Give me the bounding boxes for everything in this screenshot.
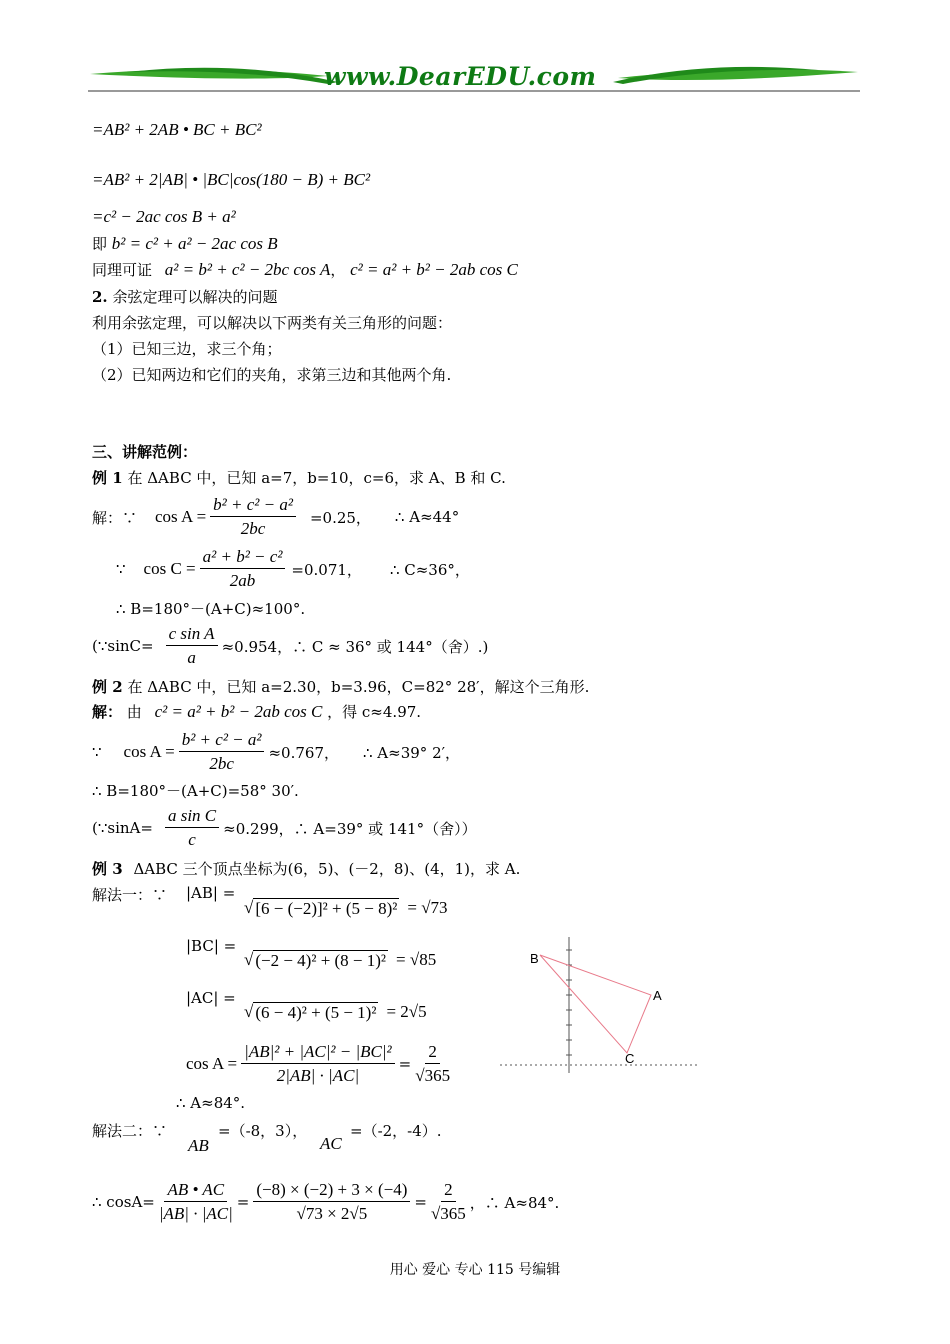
example-3-cosA-result-denominator: √365 (415, 1066, 451, 1085)
section-2-title-text: 余弦定理可以解决的问题 (112, 288, 278, 306)
example-3-BC-value: = √85 (396, 950, 437, 969)
example-3-final-denominator-3: √365 (430, 1204, 466, 1223)
example-3-final-result: ，∴ A≈84°. (469, 1193, 560, 1212)
section-2-number: 2. (92, 288, 108, 306)
section-2-item-2: （2）已知两边和它们的夹角，求第三边和其他两个角. (92, 366, 452, 384)
vertex-C-label: C (625, 1051, 635, 1066)
example-3-cosA-numerator: |AB|² + |AC|² − |BC|² (241, 1042, 395, 1064)
example-1-cosC-prefix: ∵ (116, 560, 126, 578)
example-1-cosC-result: ∴ C≈36°， (389, 560, 470, 579)
example-2-cosA-numerator: b² + c² − a² (179, 730, 265, 752)
example-2-cosA-fraction (179, 730, 265, 774)
example-2-B-line: ∴ B=180°－(A+C)=58° 30′. (92, 782, 299, 800)
example-1-cosC-denominator: 2ab (229, 571, 256, 590)
example-1-cosA-value: =0.25， (309, 508, 371, 527)
section-2-item-1: （1）已知三边，求三个角； (92, 340, 282, 358)
page-footer: 用心 爱心 专心 115 号编辑 (389, 1262, 561, 1278)
example-3-AC-radicand: (6 − 4)² + (5 − 1)² (255, 1003, 377, 1022)
example-3-final-numerator-3: 2 (441, 1180, 456, 1202)
example-2-label: 例 2 (92, 678, 123, 696)
example-3-vector-AC: AC (320, 1134, 342, 1153)
example-2-cosA-result: ∴ A≈39° 2′， (363, 743, 461, 762)
example-3-method-2-prefix: 解法二：∵ (92, 1122, 168, 1140)
example-2-statement (92, 676, 589, 697)
derivation-line-3: =c² − 2ac cos B + a² (92, 207, 236, 226)
example-3-BC-label: |BC| = (186, 937, 237, 955)
example-1-sin-line (92, 624, 488, 668)
derivation-line-2: =AB² + 2|AB| • |BC|cos(180 − B) + BC² (92, 170, 371, 189)
example-3-final-numerator-1: AB • AC (164, 1180, 227, 1202)
example-1-cosC-label: cos C = (143, 559, 196, 578)
example-1-cosA-numerator: b² + c² − a² (210, 495, 296, 517)
derivation-line-4 (92, 233, 278, 254)
example-3-final-fraction-2 (253, 1180, 410, 1224)
example-1-cosC-line (116, 547, 470, 591)
example-1-B-line: ∴ B=180°－(A+C)≈100°. (116, 600, 306, 618)
example-1-text: 在 ΔABC 中，已知 a=7，b=10，c=6，求 A、B 和 C. (127, 469, 506, 487)
example-3-cosA-denominator: 2|AB| · |AC| (276, 1066, 360, 1085)
example-3-method-1-result: ∴ A≈84°. (176, 1094, 246, 1112)
example-1-sin-denominator: a (187, 648, 196, 667)
example-3-AB-radicand: [6 − (−2)]² + (5 − 8)² (255, 899, 398, 918)
example-1-cosA-result: ∴ A≈44° (394, 508, 460, 526)
example-2-solution-text-1: 由 (126, 703, 142, 721)
example-3-cosA-fraction (241, 1042, 395, 1086)
derivation-line-5-prefix: 同理可证 (92, 261, 153, 279)
example-3-AC-label: |AC| = (186, 989, 236, 1007)
example-3-cosA-equals: = (398, 1055, 412, 1073)
example-2-cosA-label: cos A = (123, 742, 175, 761)
example-3-method-1-prefix: 解法一：∵ (92, 886, 168, 904)
section-2-title (92, 286, 277, 307)
example-3-final-denominator-1: |AB| · |AC| (158, 1204, 233, 1223)
section-3-title: 三、讲解范例： (92, 443, 198, 461)
example-2-solution-formula: c² = a² + b² − 2ab cos C (154, 702, 323, 721)
triangle-coordinate-diagram (500, 935, 700, 1075)
example-1-cosA-denominator: 2bc (240, 519, 266, 538)
example-2-solution-line (92, 701, 421, 722)
site-logo-text: www.DearEDU.com (324, 62, 597, 91)
example-3-cosA-line (186, 1042, 454, 1086)
example-1-sin-numerator: c sin A (166, 624, 218, 646)
example-2-sin-value: ≈0.299，∴ A=39° 或 141°（舍）） (223, 819, 477, 838)
example-2-sin-line (92, 806, 477, 850)
example-2-solution-label: 解： (92, 703, 123, 721)
example-3-statement (92, 858, 520, 879)
example-3-vector-AB: AB (188, 1136, 209, 1155)
derivation-line-5-formula-c: c² = a² + b² − 2ab cos C (350, 260, 518, 279)
example-1-cosA-fraction (210, 495, 296, 539)
example-2-text: 在 ΔABC 中，已知 a=2.30，b=3.96，C=82° 28′，解这个三角形. (127, 678, 590, 696)
derivation-line-4-formula: b² = c² + a² − 2ac cos B (111, 234, 278, 253)
example-3-AC-expression: √ (6 − 4)² + (5 − 1)² = 2√5 (244, 1002, 427, 1022)
derivation-line-1: =AB² + 2AB • BC + BC² (92, 120, 262, 139)
example-1-cosC-fraction (200, 547, 286, 591)
example-2-sin-fraction (165, 806, 219, 850)
example-3-AB-expression: √ [6 − (−2)]² + (5 − 8)² = √73 (244, 898, 448, 918)
example-3-cosA-label: cos A = (186, 1054, 238, 1073)
header-banner (88, 62, 860, 94)
example-1-cosC-numerator: a² + b² − c² (200, 547, 286, 569)
example-3-final-fraction-1 (159, 1180, 233, 1224)
example-2-solution-text-2: ，得 c≈4.97. (327, 703, 422, 721)
vertex-A-label: A (653, 988, 662, 1003)
example-1-statement (92, 467, 506, 488)
example-2-sin-prefix: (∵sinA= (92, 819, 153, 837)
example-3-cosA-result-fraction (415, 1042, 450, 1086)
example-1-cosC-value: =0.071， (291, 560, 362, 579)
example-2-cosA-value: ≈0.767， (268, 743, 339, 762)
example-3-label: 例 3 (92, 860, 123, 878)
example-3-final-prefix: ∴ cosA= (92, 1193, 155, 1211)
triangle-ABC (540, 955, 651, 1053)
example-1-cosA-label: cos A = (155, 507, 207, 526)
example-2-cosA-prefix: ∵ (92, 743, 102, 761)
example-3-final-fraction-3 (431, 1180, 466, 1224)
example-3-AB-label: |AB| = (186, 884, 236, 902)
example-1-solution-prefix: 解：∵ (92, 508, 138, 527)
example-3-BC-expression: √ (−2 − 4)² + (8 − 1)² = √85 (244, 950, 437, 970)
example-3-text: ΔABC 三个顶点坐标为(6，5)、(－2，8)、(4，1)，求 A. (133, 860, 521, 878)
derivation-line-4-prefix: 即 (92, 235, 108, 253)
example-3-method-2-final-line: ∴ cosA= $\frac{AB • AC}{|AB| \cdot |AC|}$ = $\frac{(-8) \times (-2) + 3 \times (-4)}{√73 \times 2√5}$ = $\frac{2}{√365}$ ，∴ A≈84°. (92, 1180, 560, 1223)
example-3-final-denominator-2: √73 × 2√5 (296, 1204, 368, 1223)
example-1-cosA-line (92, 495, 459, 539)
example-3-cosA-result-numerator: 2 (425, 1042, 440, 1064)
example-3-vector-AB-value: =（-8，3）， (218, 1122, 308, 1140)
example-3-AB-value: = √73 (407, 898, 448, 917)
example-2-sin-numerator: a sin C (165, 806, 219, 828)
derivation-line-5: 同理可证 a² = b² + c² − 2bc cos A， c² = a² + b² − 2ab cos C (92, 260, 518, 279)
example-1-label: 例 1 (92, 469, 123, 487)
example-2-sin-denominator: c (188, 830, 196, 849)
example-2-cosA-denominator: 2bc (209, 754, 234, 773)
example-1-sin-fraction (166, 624, 218, 668)
example-3-final-numerator-2: (−8) × (−2) + 3 × (−4) (253, 1180, 410, 1202)
example-1-sin-value: ≈0.954，∴ C ≈ 36° 或 144°（舍）.) (221, 637, 489, 656)
example-2-cosA-line (92, 730, 460, 774)
section-2-intro: 利用余弦定理，可以解决以下两类有关三角形的问题： (92, 314, 453, 332)
example-3-AC-value: = 2√5 (386, 1002, 427, 1021)
derivation-line-5-formula-a: a² = b² + c² − 2bc cos A (164, 260, 331, 279)
vertex-B-label: B (530, 951, 539, 966)
example-3-BC-radicand: (−2 − 4)² + (8 − 1)² (255, 951, 387, 970)
example-1-sin-prefix: (∵sinC= (92, 637, 154, 655)
example-3-vector-AC-value: =（-2，-4）. (350, 1122, 442, 1140)
